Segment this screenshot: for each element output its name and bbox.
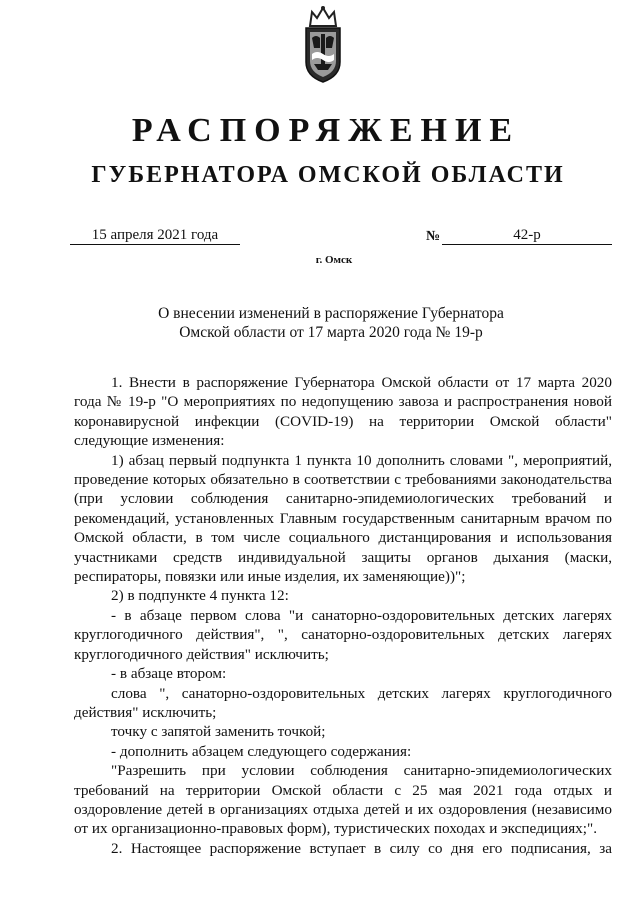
paragraph-6: слова ", санаторно-оздоровительных детских лагерях круглогодичного действия" исключить;	[74, 684, 612, 721]
document-date: 15 апреля 2021 года	[70, 226, 240, 245]
document-body	[74, 373, 612, 858]
paragraph-9: "Разрешить при условии соблюдения санитарно-эпидемиологических требований на территории Омской области с 25 мая 2021 года отдых и оздоровление детей в организациях отдыха детей и их оздоровления (независимо от их организационно-правовых форм), туристических походах и экспедициях;".	[74, 762, 612, 838]
paragraph-3: 2) в подпункте 4 пункта 12:	[111, 587, 289, 605]
paragraph-8: - дополнить абзацем следующего содержания:	[111, 742, 412, 760]
subject-line-1: О внесении изменений в распоряжение Губернатора	[158, 305, 504, 322]
paragraph-5: - в абзаце втором:	[111, 665, 227, 683]
coat-of-arms-icon	[300, 4, 346, 86]
document-subtitle: ГУБЕРНАТОРА ОМСКОЙ ОБЛАСТИ	[91, 162, 565, 188]
document-city: г. Омск	[315, 254, 353, 266]
paragraph-1: 1. Внести в распоряжение Губернатора Омской области от 17 марта 2020 года № 19-р "О мероприятиях по недопущению завоза и распространения новой коронавирусной инфекции (COVID-19) на территории Омской области" следующие изменения:	[74, 374, 612, 450]
document-number: 42-р	[442, 226, 612, 245]
paragraph-2: 1) абзац первый подпункта 1 пункта 10 дополнить словами ", мероприятий, проведение которых обязательно в соответствии с требованиями законодательства (при условии соблюдения санитарно-эпидемиологических требований и рекомендаций, установленных Главным государственным санитарным врачом по Омской области, в том числе социального дистанцирования и использования участниками средств индивидуальной защиты органов дыхания (маски, респираторы, повязки или иные изделия, их заменяющие))";	[74, 451, 612, 586]
document-subject	[0, 304, 640, 342]
number-sign: №	[426, 229, 441, 244]
paragraph-4: - в абзаце первом слова "и санаторно-оздоровительных детских лагерях круглогодичного действия", ", санаторно-оздоровительных детских лагерях круглогодичного действия" исключить;	[74, 606, 612, 663]
subject-line-2: Омской области от 17 марта 2020 года № 19-р	[179, 324, 483, 341]
paragraph-7: точку с запятой заменить точкой;	[111, 723, 326, 741]
document-title: РАСПОРЯЖЕНИЕ	[131, 112, 521, 149]
paragraph-10: 2. Настоящее распоряжение вступает в силу со дня его подписания, за	[111, 839, 612, 857]
